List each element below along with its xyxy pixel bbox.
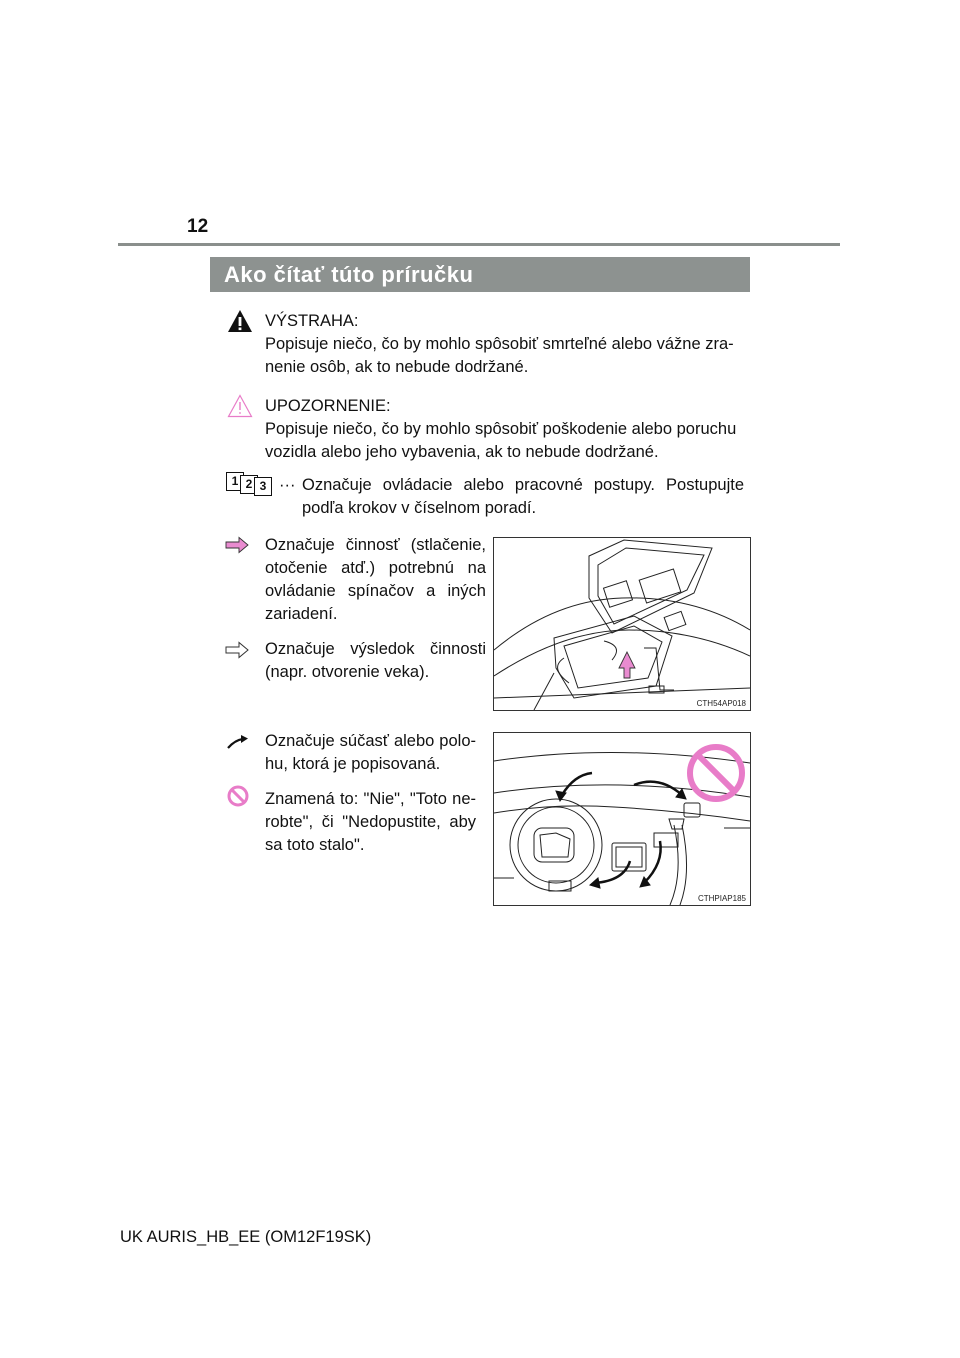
component-line-2: hu, ktorá je popisovaná. xyxy=(265,755,441,773)
header-rule xyxy=(118,243,840,246)
dashboard-illustration xyxy=(494,733,750,905)
result-arrow-icon xyxy=(225,641,249,659)
page-footer: UK AURIS_HB_EE (OM12F19SK) xyxy=(120,1228,372,1246)
section-title: Ako čítať túto príručku xyxy=(210,257,750,292)
notice-line-1: Popisuje niečo, čo by mohlo spôsobiť poškodenie alebo poruchu xyxy=(265,420,737,438)
step-number-2: 2 xyxy=(240,475,258,494)
warning-label: VÝSTRAHA: xyxy=(265,312,359,330)
pointer-arrow-icon xyxy=(227,734,249,750)
action-arrow-icon xyxy=(225,536,249,554)
step-number-3: 3 xyxy=(254,477,272,496)
figure-code: CTHPIAP185 xyxy=(697,894,746,903)
steps-line-2: podľa krokov v číselnom poradí. xyxy=(302,499,537,517)
dashboard-figure xyxy=(493,732,751,906)
result-line-1: Označuje výsledok činnosti xyxy=(265,640,486,658)
steps-line-1: Označuje ovládacie alebo pracovné postupy. Postupujte xyxy=(302,476,744,494)
prohibition-icon xyxy=(227,785,249,807)
warning-line-2: nenie osôb, ak to nebude dodržané. xyxy=(265,358,529,376)
action-line-2: otočenie atď.) potrebnú na xyxy=(265,559,486,577)
notice-label: UPOZORNENIE: xyxy=(265,397,391,415)
page-number: 12 xyxy=(187,216,209,237)
step-numbers-icon xyxy=(226,472,274,494)
notice-line-2: vozidla alebo jeho vybavenia, ak to nebude dodržané. xyxy=(265,443,659,461)
caution-triangle-icon xyxy=(227,394,253,418)
prohibited-line-2: robte", či "Nedopustite, aby xyxy=(265,813,476,831)
prohibited-line-3: sa toto stalo". xyxy=(265,836,365,854)
overhead-console-figure xyxy=(493,537,751,711)
prohibited-line-1: Znamená to: "Nie", "Toto ne- xyxy=(265,790,476,808)
action-line-3: ovládanie spínačov a iných xyxy=(265,582,486,600)
warning-line-1: Popisuje niečo, čo by mohlo spôsobiť smrteľné alebo vážne zra- xyxy=(265,335,734,353)
figure-code: CTH54AP018 xyxy=(696,699,746,708)
component-line-1: Označuje súčasť alebo polo- xyxy=(265,732,476,750)
steps-dots: ··· xyxy=(279,476,296,494)
step-number-1: 1 xyxy=(226,472,244,491)
action-line-4: zariadení. xyxy=(265,605,338,623)
warning-triangle-icon xyxy=(227,309,253,333)
overhead-console-illustration xyxy=(494,538,750,710)
action-line-1: Označuje činnosť (stlačenie, xyxy=(265,536,486,554)
result-line-2: (napr. otvorenie veka). xyxy=(265,663,430,681)
